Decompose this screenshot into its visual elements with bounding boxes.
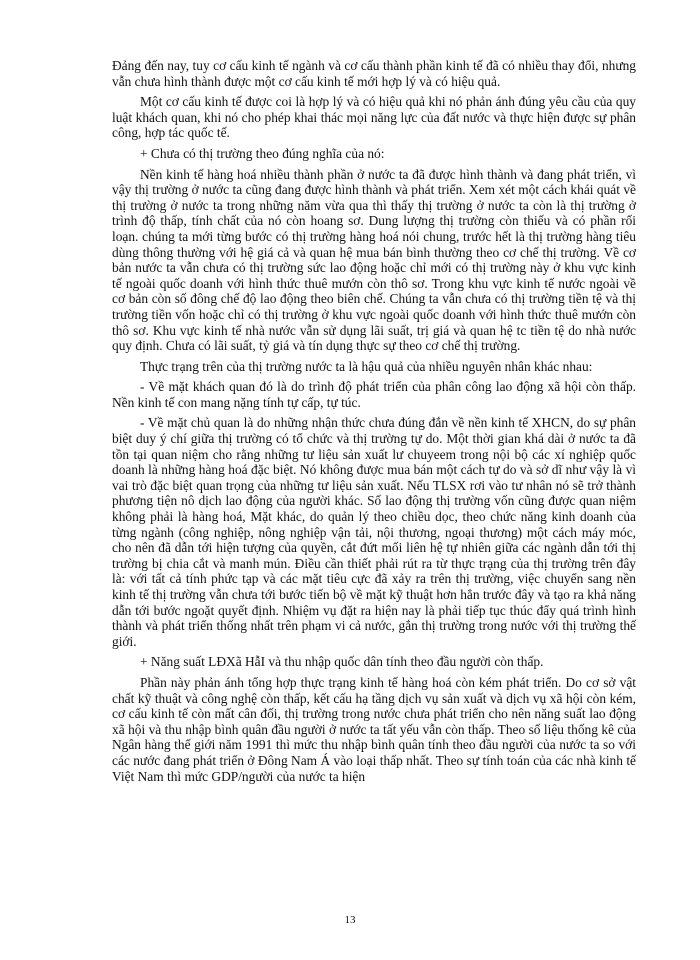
paragraph-1: Đảng đến nay, tuy cơ cấu kinh tế ngành và cơ cấu thành phần kinh tế đã có nhiều thay đổi, nhưng vẫn chưa hình thành được một cơ cấu kinh tế mới hợp lý và có hiệu quả. [112, 58, 636, 89]
paragraph-6: - Về mặt chủ quan là do những nhận thức chưa đúng đắn về nền kinh tế XHCN, do sự phân biệt duy ý chí giữa thị trường có tổ chức và thị trường tự do. Một thời gian khá dài ở nước ta đã tồn tại quan niệm cho rằng những tư liệu sản xuất lư chuyeem trong nội bộ các xí nghiệp quốc doanh là những hàng hoá đặc biệt. Nó không được mua bán một cách tự do và sở dĩ như vậy là vì vai trò đặc biệt quan trọng của những tư liệu sản xuất. Nếu TLSX rơi vào tư nhân nó sẽ trở thành phương tiện nô dịch lao động của người khác. Số lao động thị trường vốn cũng được quan niệm không phải là hàng hoá, Mặt khác, do quản lý theo chiều dọc, theo chức năng kinh doanh của từng ngành (công nghiệp, nông nghiệp vận tải, nội thương, ngoại thương) một cách máy móc, cho nên đã dẫn tới hiện tượng của quyền, cắt đứt mối liên hệ tự nhiên giữa các ngành dẫn tới thị trường bị chia cắt và manh mún. Điều cần thiết phải rút ra từ thực trạng của thị trường trên đây là: với tất cả tính phức tạp và các mặt tiêu cực đã xảy ra trên thị trường, việc chuyển sang nền kinh tế thị trường vẫn chưa tới bước tiến bộ về mặt kỹ thuật hơn hẳn trước đây và tạo ra khả năng dẫn tới bước ngoặt quyết định. Nhiệm vụ đặt ra hiện nay là phải tiếp tục thúc đẩy quá trình hình thành và phát triển thống nhất trên phạm vi cả nước, gắn thị trường trong nước với thị trường thế giới. [112, 415, 636, 649]
paragraph-3: Nền kinh tế hàng hoá nhiều thành phần ở nước ta đã được hình thành và đang phát triển, vì vậy thị trường ở nước ta cũng đang được hình thành và phát triển. Xem xét một cách khái quát về thị trường ở nước ta trong những năm vừa qua thì thấy thị trường ở nước ta còn là thị trường ở trình độ thấp, tính chất của nó còn hoang sơ. Dung lượng thị trường còn thiếu và có phần rối loạn. chúng ta mới từng bước có thị trường hàng hoá nói chung, trước hết là thị trường hàng tiêu dùng thông thường với hệ giá cả và quan hệ mua bán bình thường theo cơ chế thị trường. Về cơ bản nước ta vẫn chưa có thị trường sức lao động hoặc chỉ mới có thị trường này ở khu vực kinh tế ngoài quốc doanh với hình thức thuê mướn còn thô sơ. Trong khu vực kinh tế nước ngoài về cơ bản còn số đông chế độ lao động theo biên chế. Chúng ta vẫn chưa có thị trường tiền tệ và thị trường tiền vốn hoặc chỉ có thị trường ở khu vực ngoài quốc doanh với hình thức thuê mướn còn thô sơ. Khu vực kinh tế nhà nước vẫn sử dụng lãi suất, trị giá và quan hệ tc tiền tệ do nhà nước quy định. Chưa có lãi suất, tỷ giá và tín dụng thực sự theo cơ chế thị trường. [112, 166, 636, 354]
document-body [112, 58, 636, 789]
paragraph-5: - Về mặt khách quan đó là do trình độ phát triển của phân công lao động xã hội còn thấp. Nền kinh tế con mang nặng tính tự cấp, tự túc. [112, 379, 636, 410]
heading-market: + Chưa có thị trường theo đúng nghĩa của nó: [140, 145, 385, 161]
paragraph-2: Một cơ cấu kinh tế được coi là hợp lý và có hiệu quả khi nó phản ánh đúng yêu cầu của quy luật khách quan, khi nó cho phép khai thác mọi năng lực của đất nước và thực hiện được sự phân công, hợp tác quốc tế. [112, 94, 636, 141]
page-number: 13 [344, 914, 356, 926]
paragraph-7: Phần này phản ánh tổng hợp thực trạng kinh tế hàng hoá còn kém phát triển. Do cơ sở vật chất kỹ thuật và công nghệ còn thấp, kết cấu hạ tầng dịch vụ sản xuất và dịch vụ xã hội còn kém, cơ cấu kinh tế còn mất cân đối, thị trường trong nước chưa phát triển cho nên năng suất lao động xã hội và thu nhập bình quân đầu người ở nước ta tất yếu vẫn còn thấp. Theo số liệu thống kê của Ngân hàng thế giới năm 1991 thì mức thu nhập bình quân tính theo đầu người của nước ta so với các nước đang phát triển ở Đông Nam Á vào loại thấp nhất. Theo sự tính toán của các nhà kinh tế Việt Nam thì mức GDP/người của nước ta hiện [112, 674, 636, 784]
heading-productivity: + Năng suất LĐXã HẫI và thu nhập quốc dân tính theo đầu người còn thấp. [140, 654, 544, 670]
paragraph-4: Thực trạng trên của thị trường nước ta là hậu quả của nhiều nguyên nhân khác nhau: [140, 358, 593, 374]
